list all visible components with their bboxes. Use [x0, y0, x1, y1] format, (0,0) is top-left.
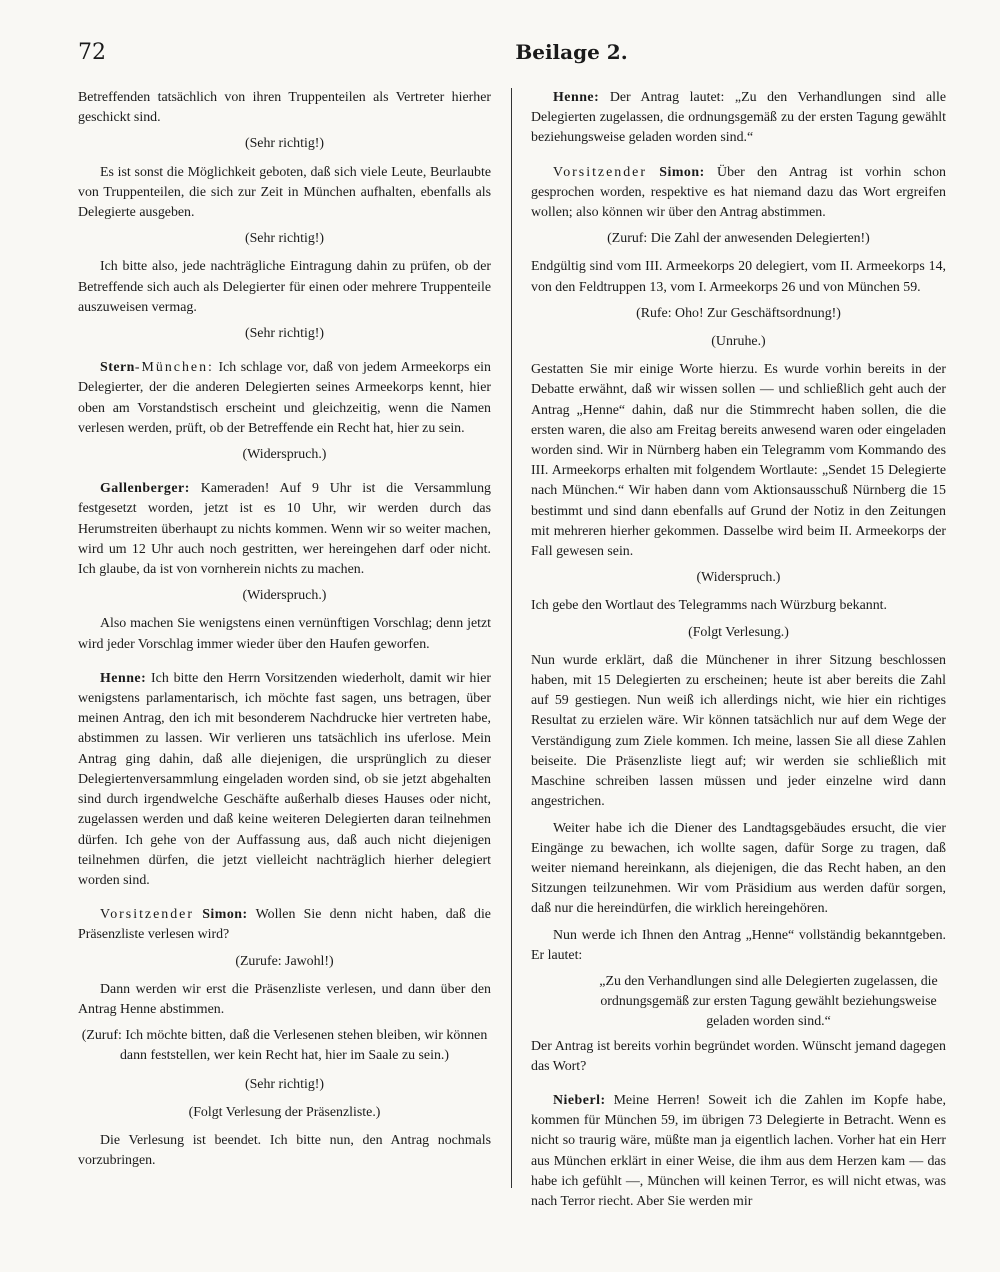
paragraph: Ich bitte also, jede nachträgliche Eintragung dahin zu prüfen, ob der Betreffende sich auch als Delegierter für einen oder mehrere Truppenteile auszuweisen vermag.	[78, 259, 491, 315]
speech-text: Meine Herren! Soweit ich die Zahlen im Kopfe habe, kommen für München 59, im übrigen 73 Delegierte in Betracht. Wenn es nicht so traurig wäre, müßte man ja eigentlich lachen. Vorher hat ein Herr aus München erklärt in einer Weise, die ihm aus dem Herzen kam — das habe ich gefühlt —, München will keinen Terror, es will nicht etwas, was nach Terror riecht. Aber Sie werden mir	[531, 1092, 946, 1209]
paragraph: Der Antrag ist bereits vorhin begründet worden. Wünscht jemand dagegen das Wort?	[531, 1038, 946, 1074]
speaker-title: Vorsitzender	[553, 164, 647, 180]
speech-text: Über den Antrag ist vorhin schon gesprochen worden, respektive es hat niemand dazu das Wort ergreifen wollen; also können wir über den Antrag abstimmen.	[531, 164, 946, 221]
speech-text: Ich bitte den Herrn Vorsitzenden wiederholt, damit wir hier wenigstens parlamentarisch, ich möchte fast sagen, uns betragen, über meinen Antrag, den ich mit besonderem Nachdrucke hier vertreten habe, abstimmen zu lassen. Wir verlieren uns tatsächlich ins uferlose. Mein Antrag ging dahin, daß alle diejenigen, die ursprünglich zu dieser Delegiertenversammlung eingeladen worden sind, ob sie jetzt abgehalten sind durch irgendwelche Geschäfte außerhalb dieses Hauses oder nicht, zugelassen werden und daß keine weiteren Delegierten daran teilnehmen dürfen. Ich gehe von der Auffassung aus, daß auch nicht diejenigen teilnehmen dürfen, die jetzt vielleicht nachträglich hierher delegiert worden sind.	[78, 670, 491, 888]
interjection: (Zuruf: Ich möchte bitten, daß die Verlesenen stehen bleiben, wir können dann feststellen, wer kein Recht hat, hier im Saale zu sein.)	[81, 1028, 488, 1064]
speech	[78, 479, 491, 580]
left-column	[78, 88, 491, 1177]
paragraph: Betreffenden tatsächlich von ihren Truppenteilen als Vertreter hierher geschickt sind.	[78, 90, 491, 126]
interjection: (Rufe: Oho! Zur Geschäftsordnung!)	[636, 305, 841, 321]
paragraph: Gestatten Sie mir einige Worte hierzu. Es wurde vorhin bereits in der Debatte erwähnt, daß wir wissen sollen — und schließlich geht auch der Antrag „Henne“ dahin, daß nur die Stimmrecht haben sollen, die die ersten waren, die also am Freitag bereits anwesend waren oder eingeladen worden sind. Wir in Nürnberg haben ein Telegramm vom Kommando des III. Armeekorps erhalten mit folgendem Wortlaute: „Sendet 15 Delegierte nach München.“ Wir haben dann vom Aktionsausschuß Nürnberg die 15 bestimmt und sind dann ebenfalls auf Grund der Notiz in den Zeitungen mit mehreren hierher gekommen. Dasselbe wird beim II. Armeekorps der Fall gewesen sein.	[531, 362, 946, 560]
speaker-name: Henne:	[100, 670, 147, 686]
speaker-place: -München:	[134, 360, 214, 376]
interjection: (Zurufe: Jawohl!)	[235, 953, 334, 969]
speech	[531, 163, 946, 224]
paragraph: Also machen Sie wenigstens einen vernünftigen Vorschlag; denn jetzt wird jeder Vorschlag immer wieder über den Haufen geworfen.	[78, 616, 491, 652]
interjection: (Sehr richtig!)	[244, 136, 325, 152]
speech-text: Ich schlage vor, daß von jedem Armeekorps ein Delegierter, der die anderen Delegierten seines Armeekorps kennt, hier oben am Vorstandstisch erscheint und gleichzeitig, wenn die Namen verlesen werden, prüft, ob der Betreffende ein Recht hat, hier zu sein.	[78, 360, 491, 436]
interjection: (Zuruf: Die Zahl der anwesenden Delegierten!)	[607, 231, 870, 247]
paragraph: Dann werden wir erst die Präsenzliste verlesen, und dann über den Antrag Henne abstimmen.	[78, 981, 491, 1017]
running-head: Beilage 2.	[515, 40, 628, 64]
right-column	[531, 88, 946, 1218]
interjection: (Unruhe.)	[711, 334, 766, 350]
speech	[531, 1091, 946, 1212]
paragraph: Es ist sonst die Möglichkeit geboten, daß sich viele Leute, Beurlaubte von Truppenteilen, die sich zur Zeit in München aufhalten, ebenfalls als Delegierte ausgeben.	[78, 164, 491, 221]
paragraph: Nun wurde erklärt, daß die Münchener in ihrer Sitzung beschlossen haben, mit 15 Delegierten zu erscheinen; heute ist aber bereits die Zahl auf 59 gestiegen. Nun weiß ich allerdings nicht, wie hier ein richtiges Resultat zu erzielen wäre. Wir können tatsächlich nur auf dem Wege der Verständigung zum Ziele kommen. Ich meine, lassen Sie all diese Zahlen beiseite. Die Präsenzliste liegt auf; wir werden sie schließlich mit Maschine schreiben lassen müssen und jeder einzelne wird dann angestrichen.	[531, 652, 946, 810]
page-header	[78, 40, 945, 70]
speaker-name: Henne:	[553, 90, 600, 105]
interjection: (Widerspruch.)	[242, 447, 327, 463]
paragraph: Endgültig sind vom III. Armeekorps 20 delegiert, vom II. Armeekorps 14, von den Feldtruppen 13, vom I. Armeekorps 26 und von München 59.	[531, 259, 946, 295]
interjection: (Folgt Verlesung.)	[688, 624, 789, 640]
speech	[531, 88, 946, 149]
column-divider	[511, 88, 512, 1188]
speaker-title: Vorsitzender	[100, 907, 194, 923]
speaker-name: Nieberl:	[553, 1092, 606, 1108]
interjection: (Widerspruch.)	[696, 570, 781, 586]
speech-text: Wollen Sie denn nicht haben, daß die Präsenzliste verlesen wird?	[78, 907, 491, 943]
speech	[78, 669, 491, 891]
speech-text: Der Antrag lautet: „Zu den Verhandlungen sind alle Delegierten zugelassen, die ordnungsgemäß zu der ersten Tagung gewählt beziehungsweise geladen worden sind.“	[531, 90, 946, 146]
speech	[78, 358, 491, 439]
speaker-name: Stern	[100, 360, 135, 376]
interjection: (Sehr richtig!)	[244, 1076, 325, 1092]
paragraph: Weiter habe ich die Diener des Landtagsgebäudes ersucht, die vier Eingänge zu bewachen, ich wollte sagen, dafür Sorge zu tragen, daß weiter niemand hereinkann, als diejenigen, die das Recht haben, an den Sitzungen teilzunehmen. Wir vom Präsidium aus werden dafür sorgen, daß nur die hereindürfen, die wirklich hereingehören.	[531, 820, 946, 917]
speech-text: Kameraden! Auf 9 Uhr ist die Versammlung festgesetzt worden, jetzt ist es 10 Uhr, wir werden durch das Herumstreiten überhaupt zu nichts kommen. Wenn wir so weiter machen, wird um 12 Uhr auch noch gestritten, wer hereingehen darf oder nicht. Ich glaube, da ist von vornherein nichts zu machen.	[78, 481, 492, 578]
paragraph: Ich gebe den Wortlaut des Telegramms nach Würzburg bekannt.	[531, 598, 887, 614]
speaker-name: Gallenberger:	[100, 481, 190, 497]
speaker-name: Simon:	[659, 164, 705, 180]
paragraph: Die Verlesung ist beendet. Ich bitte nun, den Antrag nochmals vorzubringen.	[78, 1132, 491, 1169]
speech	[78, 905, 491, 945]
speaker-name: Simon:	[202, 907, 248, 923]
page-number: 72	[78, 40, 106, 65]
quoted-motion: „Zu den Verhandlungen sind alle Delegierten zugelassen, die ordnungsgemäß zur ersten Tagung gewählt beziehungsweise geladen worden sind.“	[599, 973, 938, 1030]
paragraph: Nun werde ich Ihnen den Antrag „Henne“ vollständig bekanntgeben. Er lautet:	[531, 927, 946, 963]
interjection: (Widerspruch.)	[242, 588, 327, 604]
interjection: (Sehr richtig!)	[244, 231, 325, 247]
interjection: (Sehr richtig!)	[244, 326, 325, 342]
interjection: (Folgt Verlesung der Präsenzliste.)	[188, 1104, 381, 1120]
